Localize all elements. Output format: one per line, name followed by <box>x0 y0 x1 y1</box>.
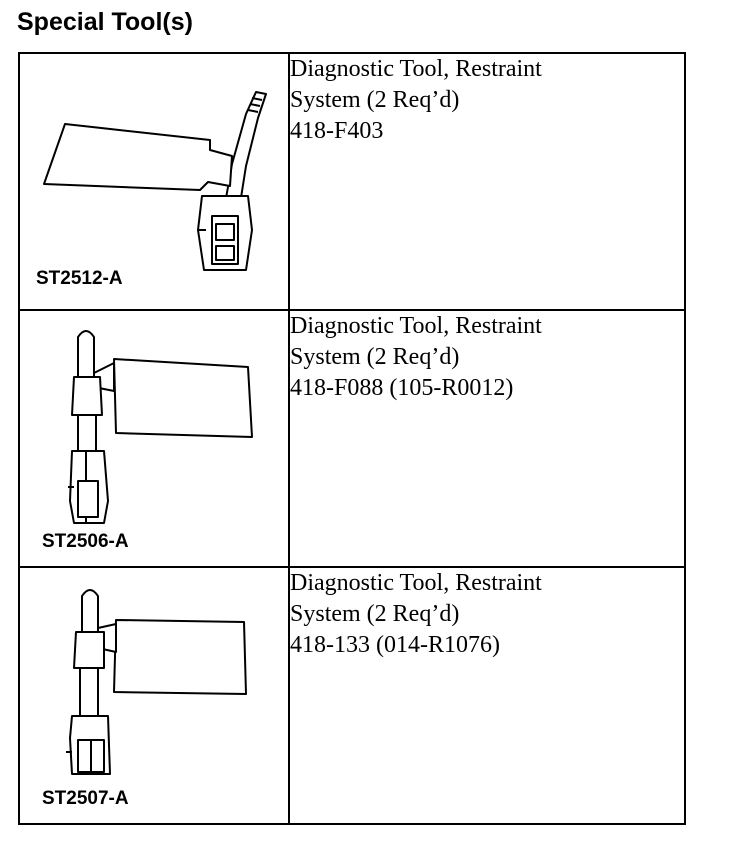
restraint-diagnostic-tool-icon <box>20 568 288 823</box>
tool-quantity-line: System (2 Req’d) <box>290 344 460 370</box>
tool-description-cell <box>289 567 685 824</box>
tool-description-cell <box>289 53 685 310</box>
tool-part-number: 418-F088 (105-R0012) <box>290 375 514 401</box>
table-row <box>19 310 685 567</box>
tool-name-line: Diagnostic Tool, Restraint <box>290 56 542 82</box>
tool-description-cell <box>289 310 685 567</box>
restraint-diagnostic-tool-icon <box>20 311 288 566</box>
table-row <box>19 567 685 824</box>
tool-part-number: 418-133 (014-R1076) <box>290 632 500 658</box>
table-row <box>19 53 685 310</box>
tool-name-line: Diagnostic Tool, Restraint <box>290 570 542 596</box>
tool-illustration-cell <box>19 53 289 310</box>
figure-label: ST2506-A <box>42 531 129 552</box>
page-title: Special Tool(s) <box>17 8 193 36</box>
tool-quantity-line: System (2 Req’d) <box>290 601 460 627</box>
figure-label: ST2507-A <box>42 788 129 809</box>
special-tools-table <box>18 52 686 825</box>
tool-illustration-cell <box>19 310 289 567</box>
figure-label: ST2512-A <box>36 268 123 289</box>
tool-name-line: Diagnostic Tool, Restraint <box>290 313 542 339</box>
tool-illustration-cell <box>19 567 289 824</box>
tool-quantity-line: System (2 Req’d) <box>290 87 460 113</box>
tool-part-number: 418-F403 <box>290 118 384 144</box>
